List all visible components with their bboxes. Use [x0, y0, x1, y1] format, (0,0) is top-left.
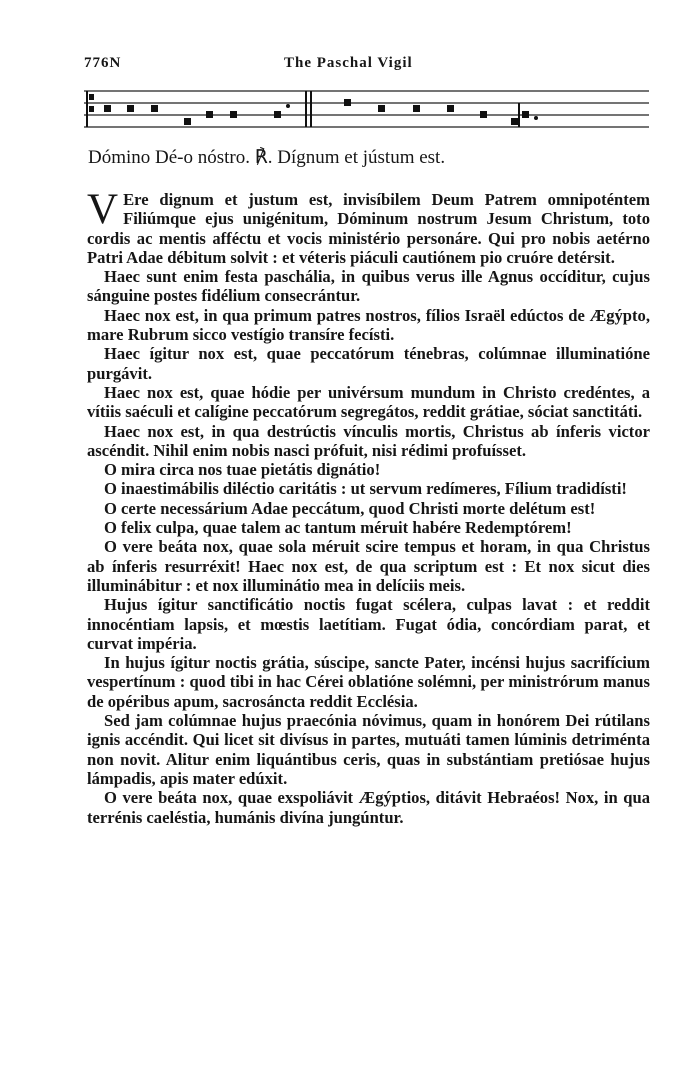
running-title: The Paschal Vigil	[284, 55, 413, 71]
paragraph	[87, 186, 650, 267]
exsultet-text	[87, 186, 650, 827]
paragraph: O mira circa nos tuae pietátis dignátio!	[104, 460, 381, 480]
paragraph: O vere beáta nox, quae sola méruit scire tempus et horam, in qua Christus ab ínferis resurréxit! Haec nox est, de qua scriptum est : Et nox sicut dies illuminábitur : et nox illuminátio mea in delíciis meis.	[87, 537, 650, 595]
paragraph: O vere beáta nox, quae exspoliávit Ægýptios, ditávit Hebraéos! Nox, in qua terrénis caeléstia, humánis divína jungúntur.	[87, 788, 650, 827]
page-number: 776N	[84, 55, 122, 71]
paragraph: Haec sunt enim festa paschália, in quibus verus ille Agnus occíditur, cujus sánguine postes fidélium consecrántur.	[87, 267, 650, 306]
paragraph: Sed jam colúmnae hujus praecónia nóvimus, quam in honórem Dei rútilans ignis accéndit. Qui licet sit divísus in partes, mutuáti tamen lúminis detriménta non novit. Alitur enim liquántibus ceris, quas in substántiam pretiósae hujus lámpadis, apis mater edúxit.	[87, 711, 650, 788]
paragraph: In hujus ígitur noctis grátia, súscipe, sancte Pater, incénsi hujus sacrifícium vespertínum : quod tibi in hac Cérei oblatióne solémni, per ministrórum manus de opéribus apum, sacrosáncta reddit Ecclésia.	[87, 653, 650, 711]
drop-cap-initial: V	[87, 186, 119, 233]
chant-text: Dómino Dé-o nóstro. ℟. Dígnum et jústum est.	[88, 147, 446, 168]
paragraph: Haec nox est, quae hódie per univérsum mundum in Christo credéntes, a vítiis saéculi et calígine peccatórum segregátos, reddit grátiae, sóciat sanctitáti.	[87, 382, 650, 422]
paragraph: Haec ígitur nox est, quae peccatórum ténebras, colúmnae illuminatióne purgávit.	[87, 344, 650, 383]
page-header	[84, 55, 649, 75]
paragraph-text: Ere dignum et justum est, invisíbilem Deum Patrem omnipoténtem Filiúmque ejus unigénitum, Dóminum nostrum Jesum Christum, toto cordis ac mentis afféctu et vocis ministério personáre. Qui pro nobis aetérno Patri Adae débitum solvit : et véteris piáculi cautiónem pio cruóre detérsit.	[87, 190, 650, 267]
paragraph: O felix culpa, quae talem ac tantum méruit habére Redemptórem!	[104, 518, 572, 538]
paragraph: O certe necessárium Adae peccátum, quod Christi morte delétum est!	[104, 498, 596, 518]
chant-staff	[84, 84, 649, 140]
paragraph: Hujus ígitur sanctificátio noctis fugat scélera, culpas lavat : et reddit innocéntiam lapsis, et mœstis laetítiam. Fugat ódia, concórdiam parat, et curvat impéria.	[87, 595, 650, 653]
paragraph: Haec nox est, in qua destrúctis vínculis mortis, Christus ab ínferis victor ascéndit. Nihil enim nobis nasci prófuit, nisi rédimi profuísset.	[87, 421, 650, 460]
paragraph: Haec nox est, in qua primum patres nostros, fílios Israël edúctos de Ægýpto, mare Rubrum sicco vestígio transíre fecísti.	[87, 305, 650, 345]
paragraph: O inaestimábilis diléctio caritátis : ut servum redímeres, Fílium tradidísti!	[104, 479, 627, 499]
